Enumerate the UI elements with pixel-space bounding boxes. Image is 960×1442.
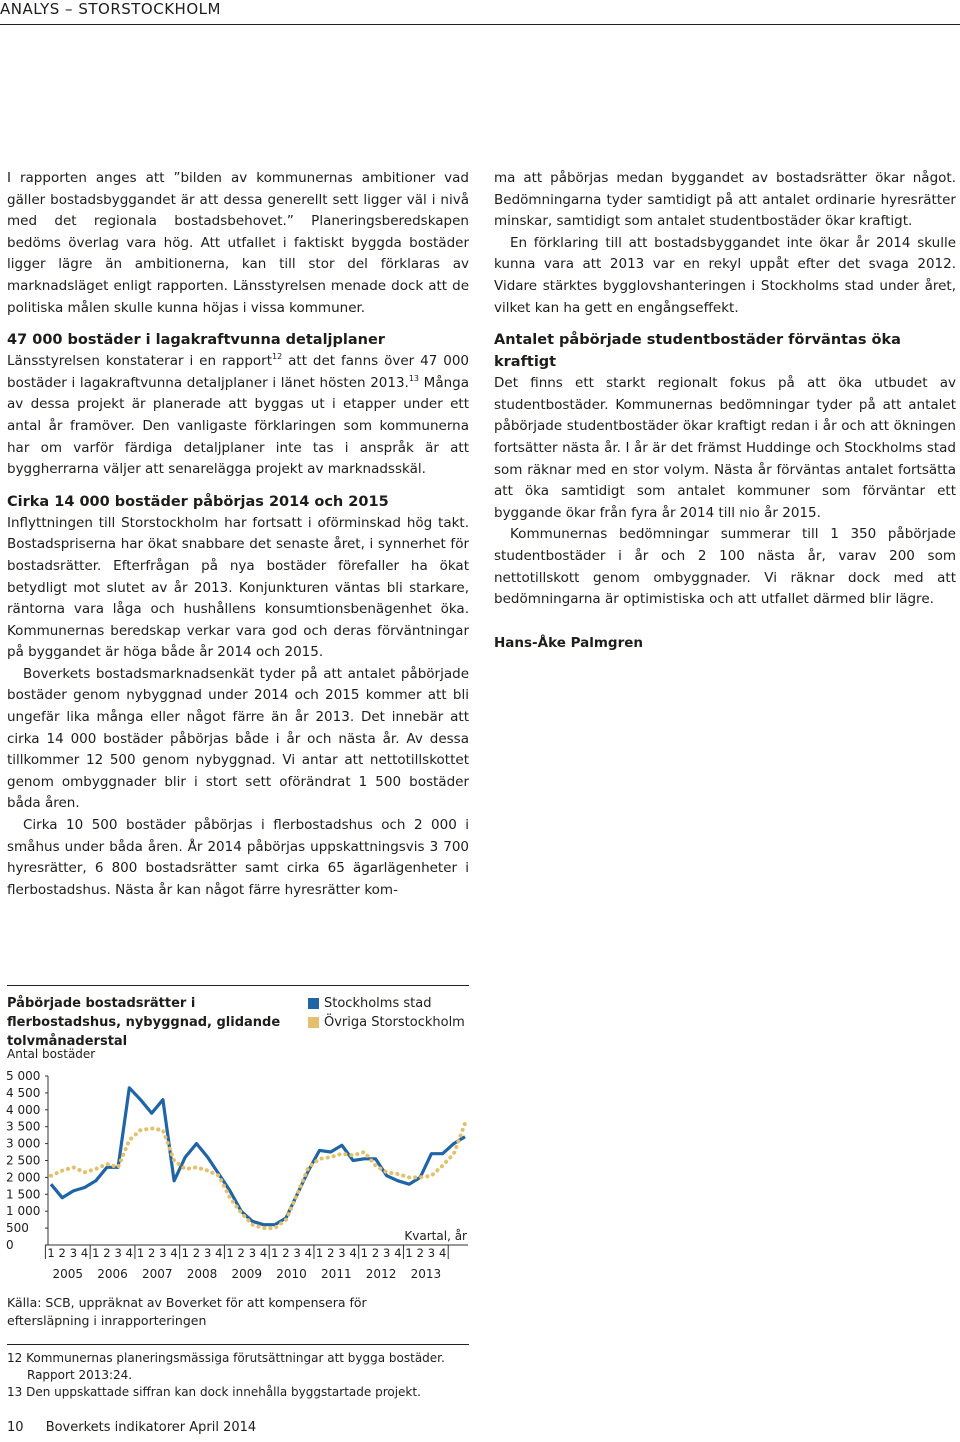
paragraph: Boverkets bostadsmarknadsenkät tyder på att antalet påbörjade bostäder genom nybyggnad under 2014 och 2015 kommer att bli ungefär lika många eller något färre än år 2013. Det innebär att cirka 14 000 bostäder påbörjas både i år och nästa år. Av dessa tillkommer 12 500 genom nybyggnad. Vi antar att nettotillskottet genom ombyggnader blir i stort sett oförändrat 1 500 bostäder båda åren. bbox=[7, 665, 469, 812]
quarter-label: 3 bbox=[293, 1246, 301, 1260]
paragraph: I rapporten anges att ”bilden av kommunernas ambitioner vad gäller bostadsbyggandet är att dessa generellt sett ligger väl i nivå med det regionala bostadsbehovet.” Planeringsberedskapen bedöms överlag vara hög. Att utfallet i faktiskt byggda bostäder ligger lägre än ambitionerna, kan till stor del förklaras av marknadsläget enligt rapporten. Länsstyrelsen menade dock att de politiska målen skulle kunna höjas i vissa kommuner. bbox=[7, 170, 469, 316]
footnote-divider bbox=[7, 1344, 469, 1345]
chart-divider bbox=[7, 985, 469, 986]
year-label: 2012 bbox=[365, 1267, 397, 1281]
y-tick-label: 3 500 bbox=[6, 1119, 41, 1134]
chart-title: Påbörjade bostadsrätter i flerbostadshus, nybyggnad, glidande tolvmånaderstal bbox=[7, 996, 281, 1049]
line-chart bbox=[0, 1060, 480, 1290]
paragraph: Det finns ett starkt regionalt fokus på att öka utbudet av studentbostäder. Kommunernas bedömningar tyder på att antalet påbörjade studentbostäder ökar kraftigt redan i år och att ökningen fortsätter nästa år. I år är det främst Huddinge och Stockholms stad som räknar med en stor volym. Nästa år förväntas antalet fortsätta att öka samtidigt som antalet kommuner som förväntar ett byggande ökar från fyra år 2014 till nio år 2015. bbox=[494, 375, 956, 521]
y-tick-label: 4 000 bbox=[6, 1102, 41, 1117]
left-column bbox=[7, 168, 469, 901]
legend-label: Stockholms stad bbox=[324, 996, 432, 1011]
y-tick-label: 0 bbox=[6, 1238, 14, 1252]
quarter-label: 1 bbox=[181, 1246, 189, 1260]
quarter-label: 2 bbox=[371, 1246, 380, 1260]
quarter-label: 3 bbox=[383, 1246, 391, 1260]
legend-swatch-stockholm bbox=[308, 998, 319, 1009]
section-heading: Antalet påbörjade studentbostäder förväntas öka kraftigt bbox=[494, 332, 901, 371]
paragraph: ma att påbörjas medan byggandet av bostadsrätter ökar något. Bedömningarna tyder samtidigt på att antalet ordinarie hyresrätter minskar, samtidigt som antalet studentbostäder ökar kraftigt. bbox=[494, 170, 956, 230]
year-label: 2007 bbox=[142, 1267, 173, 1281]
quarter-label: 4 bbox=[259, 1246, 268, 1260]
x-axis-title: Kvartal, år bbox=[404, 1229, 467, 1243]
quarter-label: 1 bbox=[226, 1246, 234, 1260]
year-label: 2010 bbox=[276, 1267, 307, 1281]
legend-label: Övriga Storstockholm bbox=[324, 1015, 465, 1030]
quarter-label: 3 bbox=[69, 1246, 78, 1260]
y-tick-label: 5 000 bbox=[6, 1069, 41, 1083]
quarter-label: 2 bbox=[192, 1246, 201, 1260]
y-tick-label: 4 500 bbox=[6, 1085, 41, 1100]
page-footer bbox=[7, 1420, 256, 1435]
paragraph: Länsstyrelsen konstaterar i en rapport$^{12}$ att det fanns över 47 000 bostäder i lagakraftvunna detaljplaner i länet hösten 2013.13 Många av dessa projekt är planerade att byggas ut i etapper under ett antal år framöver. Den vanligaste förklaringen som kommunerna har om varför färdiga detaljplaner inte tas i anspråk är att byggherrarna väljer att senarelägga projekt av marknadsskäl. bbox=[7, 352, 469, 478]
quarter-label: 3 bbox=[248, 1246, 257, 1260]
paragraph: Inflyttningen till Storstockholm har fortsatt i oförminskad hög takt. Bostadspriserna har ökat snabbare det senaste året, i synnerhet för bostadsrätter. Efterfrågan på nya bostäder förefaller ha ökat betydligt mot slutet av år 2013. Konjunkturen väntas bli starkare, räntorna vara låga och hushållens konsumtionsbenägenhet öka. Kommunernas beredskap verkar vara god och deras förväntningar på byggandet är höga både år 2014 och 2015. bbox=[7, 514, 469, 661]
y-axis-title: Antal bostäder bbox=[7, 1047, 96, 1061]
footnote-ref: 12 bbox=[272, 352, 283, 362]
chart-source: Källa: SCB, uppräknat av Boverket för att kompensera för eftersläpning i inrapporteringen bbox=[7, 1295, 367, 1328]
quarter-label: 2 bbox=[148, 1246, 156, 1260]
quarter-label: 4 bbox=[304, 1246, 313, 1260]
quarter-label: 2 bbox=[58, 1246, 66, 1260]
quarter-label: 3 bbox=[203, 1246, 212, 1260]
quarter-label: 3 bbox=[159, 1246, 167, 1260]
footnote-ref: 13 bbox=[408, 373, 420, 383]
quarter-label: 3 bbox=[427, 1246, 436, 1260]
chart-legend bbox=[308, 994, 465, 1032]
y-tick-label: 2 000 bbox=[6, 1170, 41, 1185]
quarter-label: 1 bbox=[405, 1246, 413, 1260]
quarter-label: 2 bbox=[416, 1246, 424, 1260]
y-tick-label: 1 000 bbox=[6, 1204, 41, 1219]
quarter-label: 4 bbox=[170, 1246, 178, 1260]
quarter-label: 3 bbox=[338, 1246, 346, 1260]
series-line-stockholm bbox=[51, 1088, 465, 1225]
header-divider bbox=[0, 24, 960, 25]
footnote-12: 12 Kommunernas planeringsmässiga förutsättningar att bygga bostäder. bbox=[7, 1351, 445, 1365]
quarter-label: 2 bbox=[327, 1246, 335, 1260]
quarter-label: 4 bbox=[394, 1246, 402, 1260]
quarter-label: 1 bbox=[360, 1246, 368, 1260]
y-tick-label: 500 bbox=[6, 1221, 29, 1236]
quarter-label: 1 bbox=[315, 1246, 324, 1260]
legend-item bbox=[308, 1013, 465, 1032]
section-title: ANALYS – STORSTOCKHOLM bbox=[0, 0, 221, 18]
year-label: 2009 bbox=[231, 1267, 263, 1281]
paragraph: Kommunernas bedömningar summerar till 1 350 påbörjade studentbostäder i år och 2 100 nästa år, varav 200 som nettotillskott genom ombyggnader. Vi räknar dock med att bedömningarna är optimistiska och att utfallet därmed blir lägre. bbox=[494, 526, 956, 608]
y-tick-label: 1 500 bbox=[6, 1187, 41, 1202]
section-heading: Cirka 14 000 bostäder påbörjas 2014 och 2015 bbox=[7, 493, 389, 510]
year-label: 2013 bbox=[410, 1267, 442, 1281]
footnotes bbox=[7, 1350, 467, 1401]
quarter-label: 3 bbox=[114, 1246, 122, 1260]
year-label: 2006 bbox=[97, 1267, 128, 1281]
quarter-label: 4 bbox=[80, 1246, 89, 1260]
paragraph: Cirka 10 500 bostäder påbörjas i flerbostadshus och 2 000 i småhus under båda åren. År 2014 påbörjas uppskattningsvis 3 700 hyresrätter, 6 800 bostadsrätter samt cirka 65 ägarlägenheter i flerbostadshus. Nästa år kan något färre hyresrätter kom- bbox=[7, 817, 469, 898]
legend-swatch-ovriga bbox=[308, 1017, 319, 1028]
y-tick-label: 2 500 bbox=[6, 1153, 41, 1168]
quarter-label: 1 bbox=[136, 1246, 145, 1260]
right-column bbox=[494, 168, 956, 654]
quarter-label: 1 bbox=[271, 1246, 279, 1260]
quarter-label: 2 bbox=[282, 1246, 290, 1260]
publication-name: Boverkets indikatorer April 2014 bbox=[45, 1420, 257, 1435]
y-tick-label: 3 000 bbox=[6, 1136, 41, 1151]
quarter-label: 2 bbox=[237, 1246, 245, 1260]
quarter-label: 1 bbox=[47, 1246, 55, 1260]
legend-item bbox=[308, 994, 465, 1013]
quarter-label: 1 bbox=[92, 1246, 100, 1260]
page-number: 10 bbox=[7, 1420, 24, 1435]
series-line-ovriga bbox=[51, 1123, 465, 1228]
footnote-13: 13 Den uppskattade siffran kan dock innehålla byggstartade projekt. bbox=[7, 1385, 421, 1399]
quarter-label: 4 bbox=[215, 1246, 223, 1260]
footnote-12-cont: Rapport 2013:24. bbox=[27, 1368, 133, 1382]
year-label: 2011 bbox=[321, 1267, 352, 1281]
year-label: 2005 bbox=[52, 1267, 84, 1281]
quarter-label: 4 bbox=[125, 1246, 133, 1260]
section-heading: 47 000 bostäder i lagakraftvunna detaljplaner bbox=[7, 332, 385, 349]
author-signature: Hans-Åke Palmgren bbox=[494, 634, 644, 651]
quarter-label: 4 bbox=[438, 1246, 447, 1260]
paragraph: En förklaring till att bostadsbyggandet inte ökar år 2014 skulle kunna vara att 2013 var en rekyl uppåt efter det svaga 2012. Vidare stärktes bygglovshanteringen i Stockholms stad under året, vilket kan ha gett en engångseffekt. bbox=[494, 234, 956, 316]
page-header bbox=[0, 0, 960, 22]
year-label: 2008 bbox=[186, 1267, 218, 1281]
quarter-label: 4 bbox=[349, 1246, 357, 1260]
quarter-label: 2 bbox=[103, 1246, 111, 1260]
